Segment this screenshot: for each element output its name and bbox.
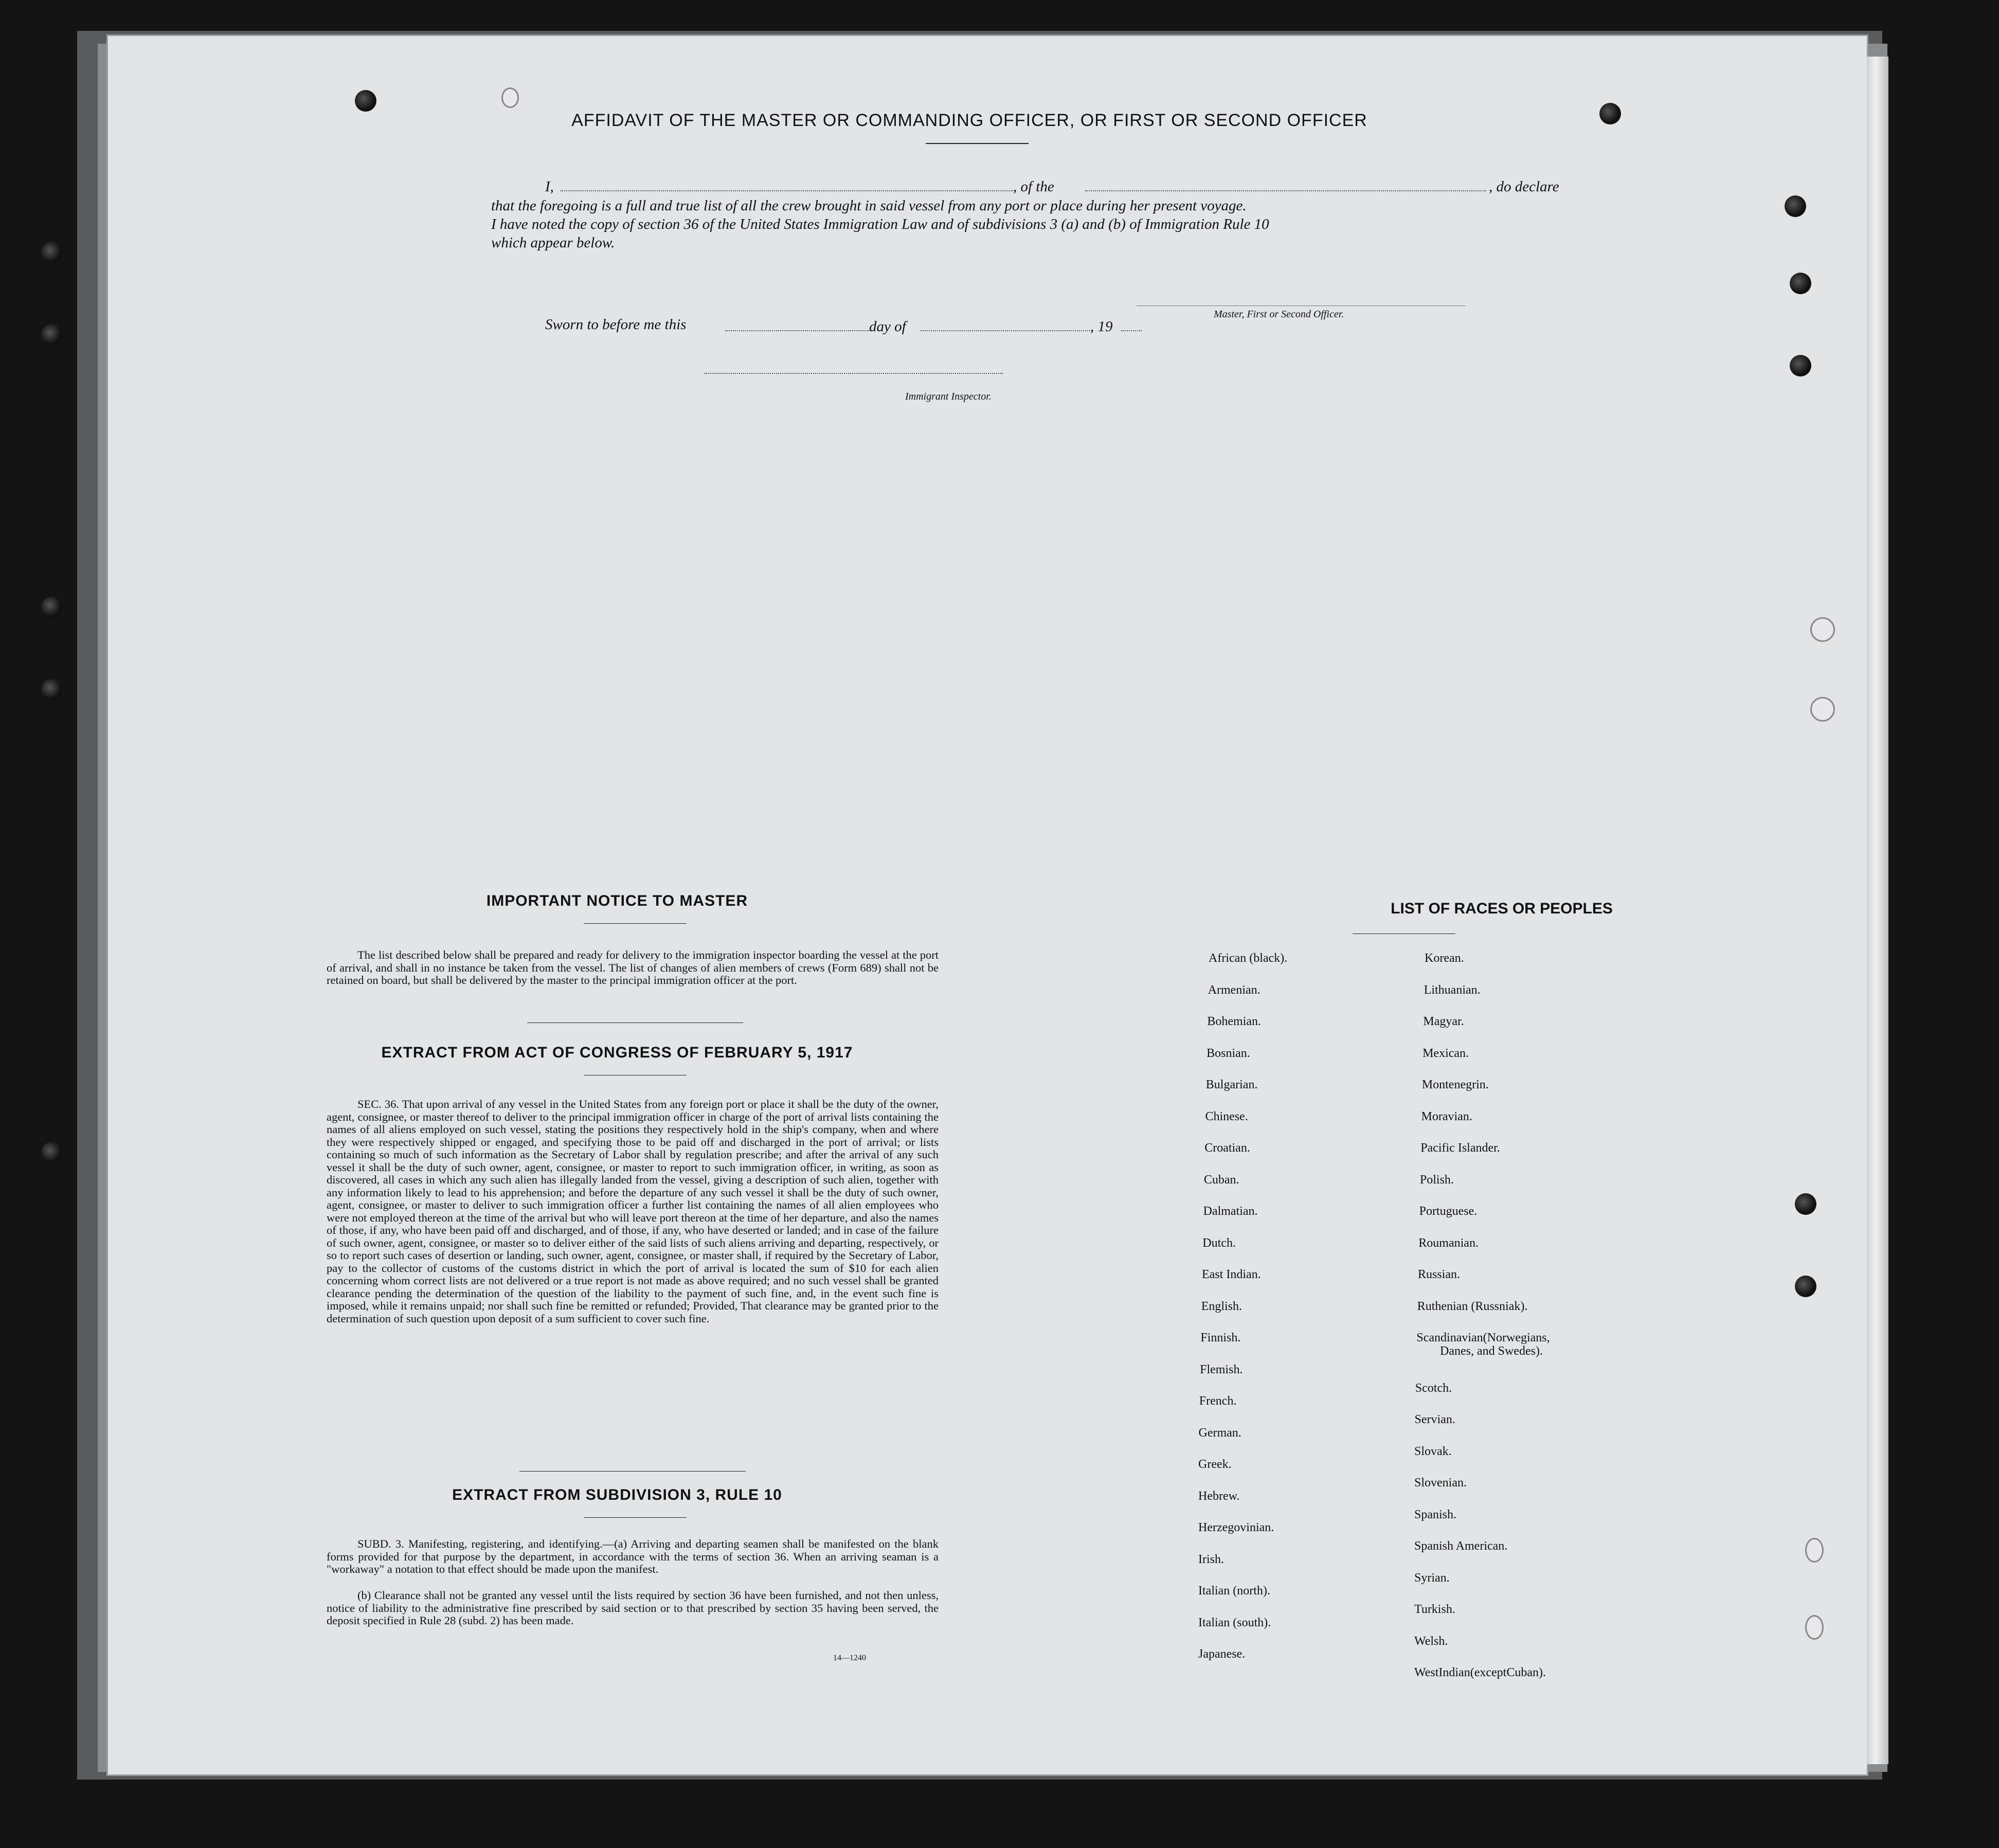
declaration-do-declare: , do declare — [1489, 178, 1559, 195]
punch-hole — [1795, 1193, 1816, 1215]
race-item: Flemish. — [1200, 1362, 1243, 1376]
race-item: Croatian. — [1204, 1141, 1250, 1155]
race-item: Finnish. — [1200, 1331, 1241, 1344]
race-item: Russian. — [1418, 1268, 1461, 1281]
race-item: Greek. — [1198, 1458, 1232, 1471]
punch-hole — [1790, 355, 1811, 376]
declaration-line-3: which appear below. — [491, 235, 615, 251]
race-item: Scotch. — [1415, 1381, 1452, 1395]
declaration-line-2: I have noted the copy of section 36 of the United States Immigration Law and of subdivisions 3 (a) and (b) of Immigration Rule 10 — [491, 216, 1269, 232]
day-of-label: day of — [869, 318, 906, 335]
extract-rule-underline — [584, 1517, 687, 1518]
sworn-month-blank — [921, 330, 1090, 331]
race-item: Moravian. — [1421, 1109, 1472, 1123]
extract-rule-heading: EXTRACT FROM SUBDIVISION 3, RULE 10 — [452, 1486, 782, 1503]
extract-rule-para-b: (b) Clearance shall not be granted any vessel until the lists required by section 36 have been furnished, and not then unless, notice of liability to the administrative fine prescribed by said section or to that prescribed by section 35 having been served, the deposit specified in Rule 28 (subd. 2) has been made. — [327, 1589, 939, 1627]
notice-underline — [584, 923, 687, 924]
punch-hole — [41, 679, 63, 701]
punch-hole — [1805, 1615, 1824, 1640]
race-item: Magyar. — [1423, 1015, 1464, 1028]
race-item: Montenegrin. — [1421, 1078, 1489, 1091]
extract-act-text: SEC. 36. That upon arrival of any vessel in the United States from any foreign port or place it shall be the duty of the owner, agent, consignee, or master thereof to deliver to the principal immigration officer in charge of the port of arrival lists containing the names of all aliens employed on such vessel, stating the positions they respectively hold in the ship's company, when and where they were respectively shipped or engaged, and specifying those to be paid off and discharged in the port of arrival; or lists containing so much of such information as the Secretary of Labor shall by regulation prescribe; and after the arrival of any such vessel it shall be the duty of such owner, agent, consignee, or master to report to such immigration officer, in writing, as soon as discovered, all cases in which any such alien has illegally landed from the vessel, giving a description of such alien, together with any information likely to lead to his apprehension; and before the departure of any such vessel it shall be the duty of such owner, agent, consignee, or master to deliver to such immigration officer a further list containing the names of all alien employees who were not employed thereon at the time of the arrival but who will leave port thereon at the time of her departure, and also the names of those, if any, who have been paid off and discharged, and of those, if any, who have deserted or landed; and in case of the failure of such owner, agent, consignee, or master so to deliver either of the said lists of such aliens arriving and departing, respectively, or so to report such cases of desertion or landing, such owner, agent, consignee, or master shall, if required by the Secretary of Labor, pay to the collector of customs of the customs district in which the port of arrival is located the sum of $10 for each alien concerning whom correct lists are not delivered or a true report is not made as above required; and no such vessel shall be granted clearance pending the determination of the question of the liability to the payment of such fine, and, in the event such fine is imposed, while it remains unpaid; nor shall such fine be remitted or refunded; Provided, That clearance may be granted prior to the determination of such question upon deposit of a sum sufficient to cover such fine. — [327, 1098, 939, 1325]
race-item: French. — [1199, 1394, 1237, 1408]
punch-hole — [1810, 697, 1835, 722]
race-item: Pacific Islander. — [1420, 1141, 1500, 1155]
race-item: African (black). — [1209, 952, 1288, 965]
race-item: Italian (south). — [1198, 1616, 1271, 1629]
race-item: Spanish American. — [1414, 1539, 1508, 1553]
race-item: Lithuanian. — [1424, 983, 1481, 997]
sworn-year-blank — [1121, 330, 1142, 331]
race-item: Portuguese. — [1419, 1205, 1478, 1218]
race-item: Hebrew. — [1198, 1489, 1240, 1503]
declaration-i: I, — [545, 178, 554, 195]
inspector-signature-line — [705, 373, 1003, 374]
race-item: Slovak. — [1414, 1444, 1452, 1458]
race-item: Servian. — [1414, 1413, 1455, 1426]
sworn-day-blank — [725, 330, 869, 331]
race-item: Syrian. — [1414, 1571, 1450, 1585]
punch-hole — [1599, 103, 1621, 124]
race-item: Japanese. — [1198, 1647, 1246, 1661]
declaration-line-1: that the foregoing is a full and true list of all the crew brought in said vessel from any port or place during her present voyage. — [491, 198, 1247, 214]
punch-hole — [1785, 195, 1806, 217]
punch-hole — [1795, 1276, 1816, 1297]
race-item: Italian (north). — [1198, 1584, 1270, 1598]
race-item: Scandinavian(Norwegians, — [1416, 1331, 1550, 1344]
extract-act-divider — [519, 1471, 746, 1472]
extract-rule-para-a: SUBD. 3. Manifesting, registering, and identifying.—(a) Arriving and departing seamen shall be manifested on the blank forms provided for that purpose by the department, in accordance with the terms of section 36. When an arriving seaman is a "workaway" a notation to that effect should be made upon the manifest. — [327, 1537, 939, 1575]
vessel-blank — [1085, 190, 1486, 191]
race-item: Danes, and Swedes). — [1440, 1344, 1543, 1358]
race-item: Slovenian. — [1414, 1476, 1467, 1490]
race-item: Dalmatian. — [1203, 1205, 1258, 1218]
race-item: Ruthenian (Russniak). — [1417, 1299, 1528, 1313]
notice-divider — [527, 1022, 743, 1023]
race-item: Spanish. — [1414, 1508, 1457, 1521]
race-item: Herzegovinian. — [1198, 1521, 1274, 1534]
race-item: English. — [1201, 1299, 1242, 1313]
race-item: Bosnian. — [1206, 1046, 1250, 1060]
title-underline — [926, 143, 1029, 144]
punch-hole — [355, 90, 376, 112]
punch-hole — [1790, 273, 1811, 294]
punch-hole — [501, 87, 519, 108]
document-page — [108, 36, 1867, 1774]
race-item: Mexican. — [1422, 1046, 1469, 1060]
race-item: German. — [1198, 1426, 1241, 1440]
race-item: Polish. — [1419, 1173, 1454, 1187]
form-number: 14—1240 — [833, 1654, 866, 1662]
master-caption: Master, First or Second Officer. — [1214, 309, 1344, 320]
punch-hole — [41, 324, 63, 346]
extract-act-heading: EXTRACT FROM ACT OF CONGRESS OF FEBRUARY 5, 1917 — [381, 1044, 853, 1061]
inspector-caption: Immigrant Inspector. — [905, 391, 992, 402]
race-item: Chinese. — [1205, 1109, 1248, 1123]
declaration-of-the: , of the — [1013, 178, 1054, 195]
race-item: Bulgarian. — [1205, 1078, 1258, 1091]
punch-hole — [1805, 1538, 1824, 1563]
notice-heading: IMPORTANT NOTICE TO MASTER — [486, 892, 748, 909]
races-heading: LIST OF RACES OR PEOPLES — [1391, 900, 1613, 917]
race-item: Cuban. — [1203, 1173, 1239, 1187]
affidavit-title: AFFIDAVIT OF THE MASTER OR COMMANDING OFFICER, OR FIRST OR SECOND OFFICER — [571, 111, 1367, 130]
sworn-label: Sworn to before me this — [545, 316, 687, 333]
race-item: Armenian. — [1208, 983, 1260, 997]
race-item: Bohemian. — [1207, 1015, 1262, 1028]
year-label: , 19 — [1090, 318, 1113, 335]
race-item: WestIndian(exceptCuban). — [1414, 1666, 1546, 1679]
punch-hole — [1810, 617, 1835, 642]
race-item: Dutch. — [1202, 1236, 1236, 1250]
race-item: Roumanian. — [1418, 1236, 1479, 1250]
notice-text: The list described below shall be prepared and ready for delivery to the immigration inspector boarding the vessel at the port of arrival, and shall in no instance be taken from the vessel. The list of changes of alien members of crews (Form 689) shall not be retained on board, but shall be delivered by the master to the principal immigration officer at the port. — [327, 948, 939, 986]
punch-hole — [41, 242, 63, 263]
race-item: Welsh. — [1414, 1634, 1448, 1648]
race-item: Turkish. — [1414, 1603, 1455, 1616]
name-blank — [561, 190, 1013, 191]
punch-hole — [41, 1142, 63, 1163]
race-item: Korean. — [1425, 952, 1464, 965]
race-item: Irish. — [1198, 1552, 1224, 1566]
race-item: East Indian. — [1202, 1268, 1261, 1281]
punch-hole — [41, 597, 63, 618]
